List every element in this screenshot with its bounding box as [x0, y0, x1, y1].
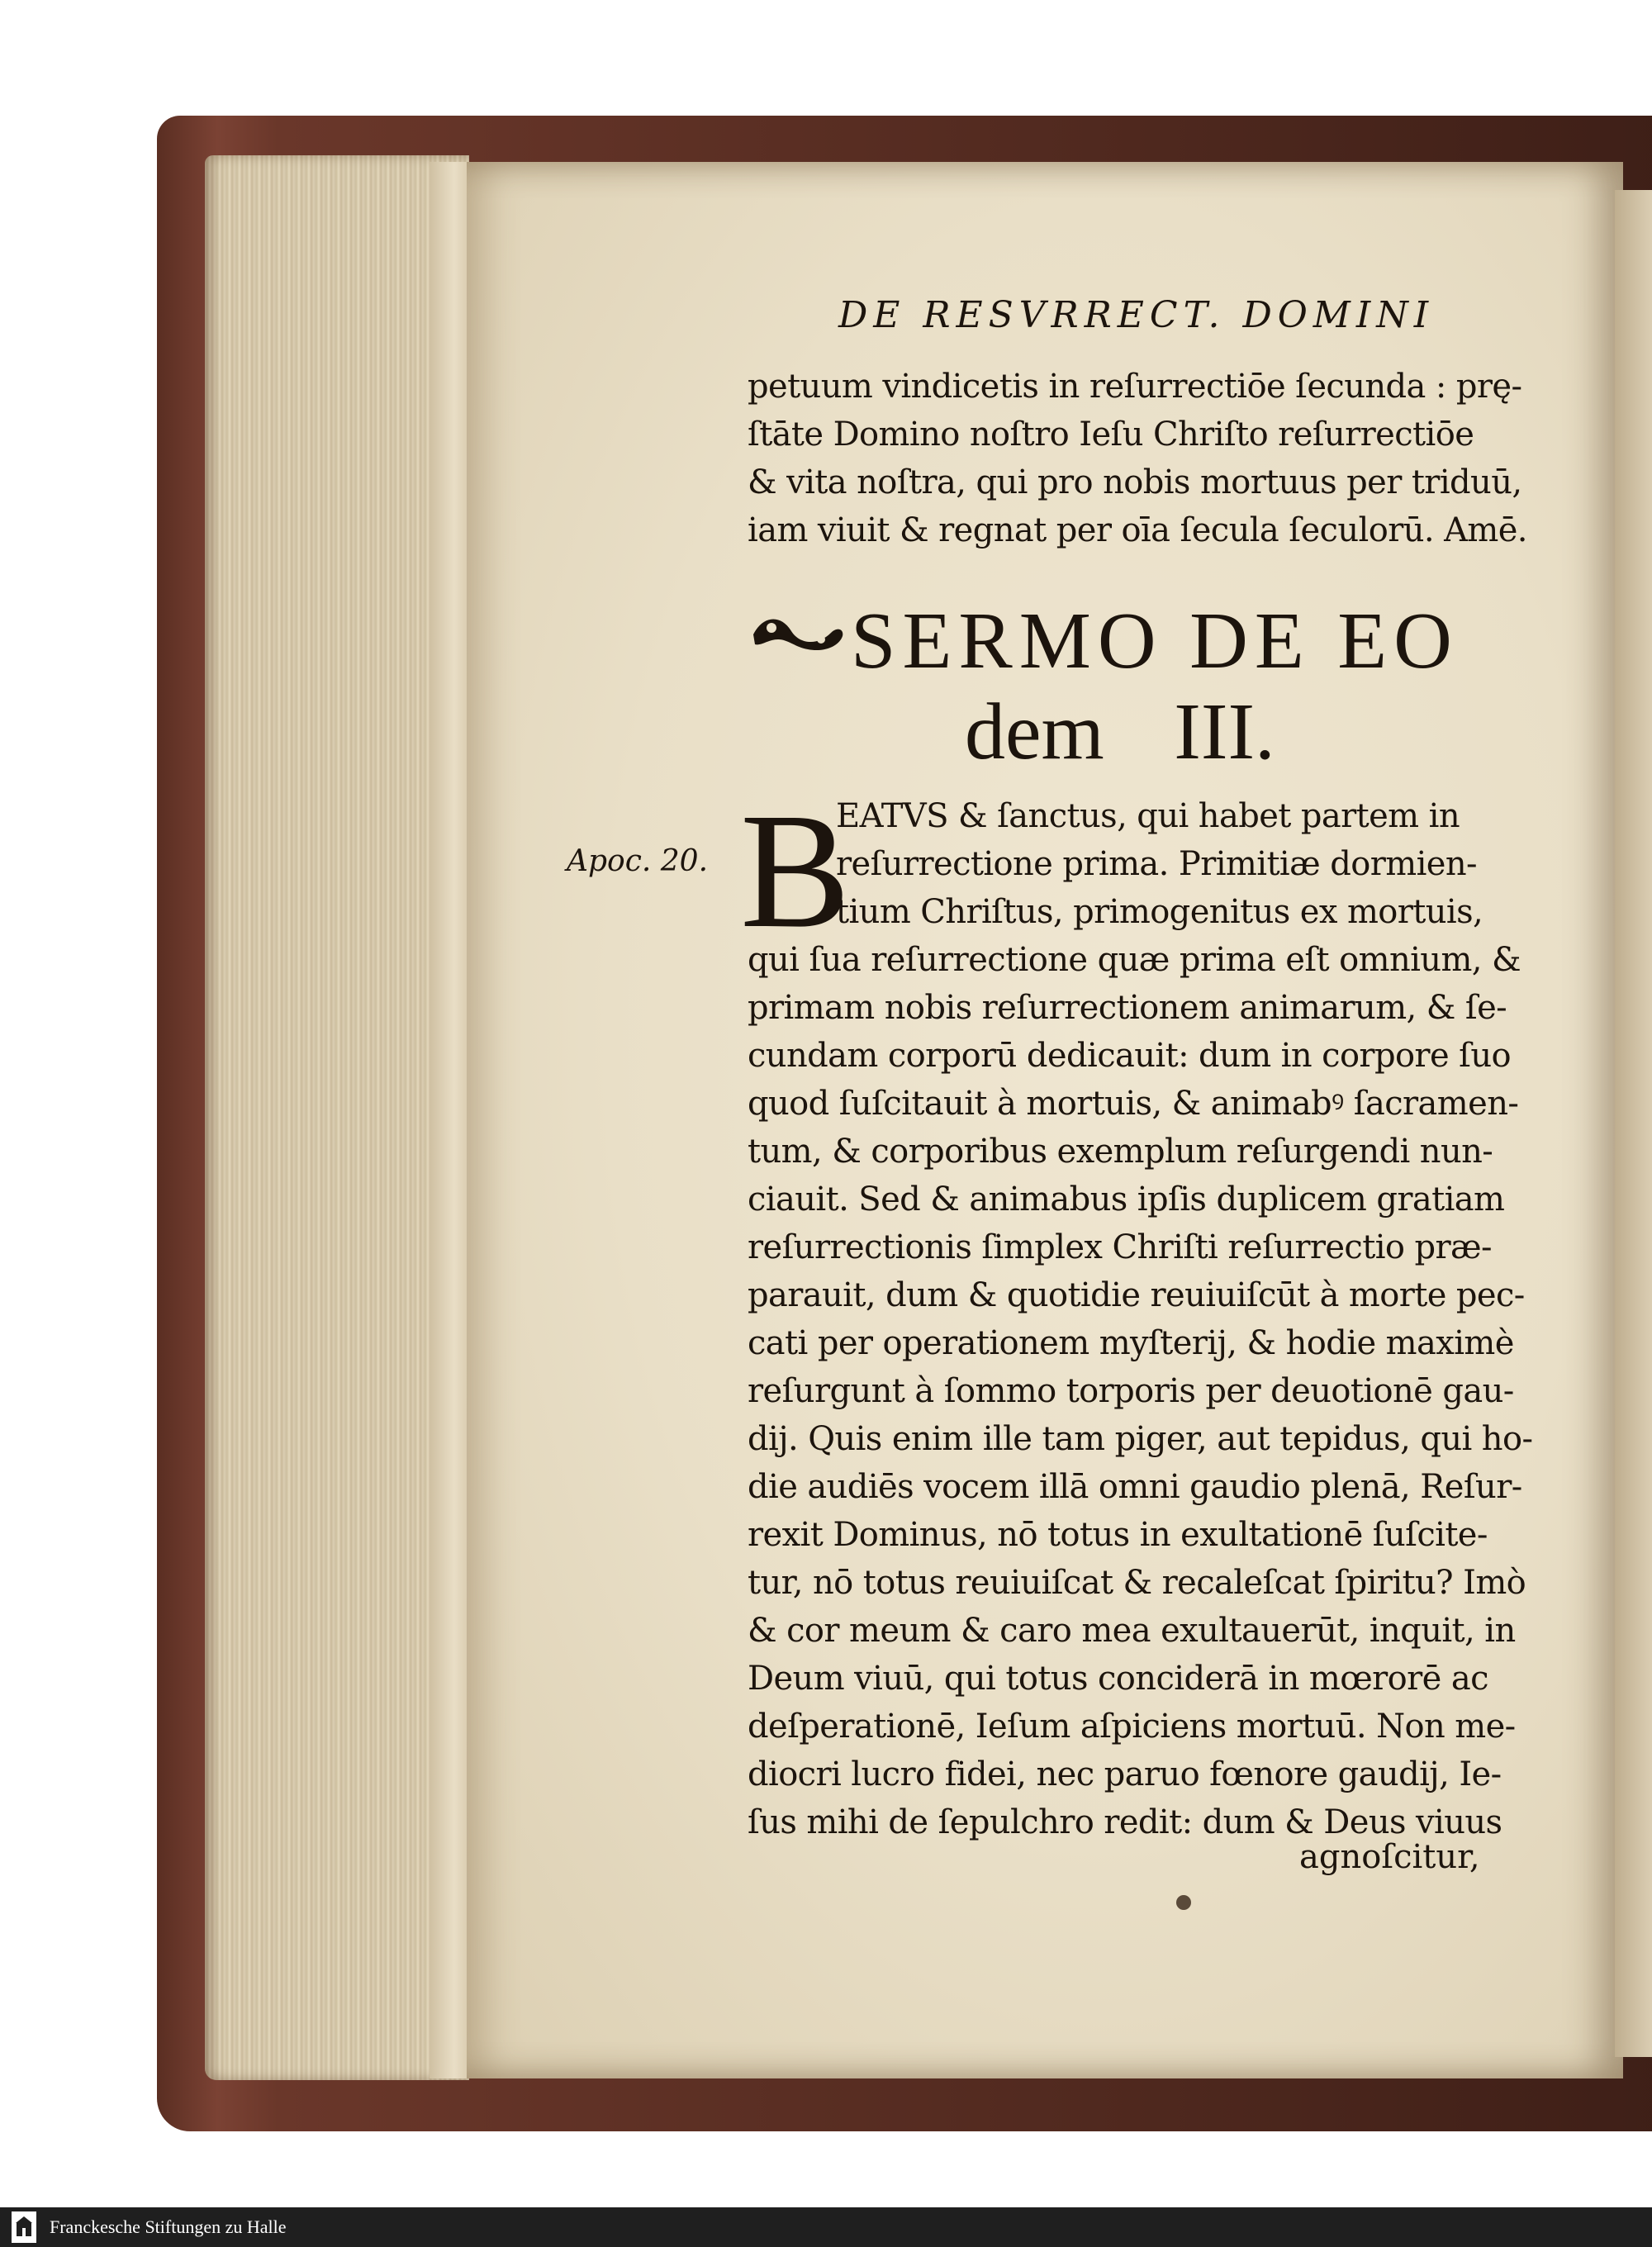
- text-line: qui ſua reſurrectione quæ prima eſt omnium, &: [748, 941, 1521, 979]
- text-line: primam nobis reſurrectionem animarum, & ſe-: [748, 989, 1507, 1027]
- drop-cap: B: [740, 780, 851, 962]
- text-line: EATVS & ſanctus, qui habet partem in: [836, 797, 1460, 835]
- text-line: & cor meum & caro mea exultauerūt, inquit, in: [748, 1612, 1516, 1650]
- text-line: tur, nō totus reuiuiſcat & recaleſcat ſpiritu? Imò: [748, 1564, 1526, 1602]
- running-head: DE RESVRRECT. DOMINI: [838, 294, 1435, 336]
- sermon-title: SERMO DE EO: [851, 596, 1459, 686]
- ink-spot: [1176, 1895, 1191, 1910]
- text-line: ſtāte Domino noſtro Ieſu Chriſto reſurrectiōe: [748, 416, 1474, 454]
- catchword: agnoſcitur,: [1299, 1838, 1480, 1876]
- text-line: reſurrectione prima. Primitiæ dormien-: [836, 845, 1477, 883]
- text-line: cati per operationem myſterij, & hodie maximè: [748, 1324, 1514, 1362]
- text-line: diocri lucro fidei, nec paruo fœnore gaudij, Ie-: [748, 1755, 1502, 1793]
- text-line: & vita noſtra, qui pro nobis mortuus per triduū,: [748, 463, 1522, 501]
- text-line: ſus mihi de ſepulchro redit: dum & Deus viuus: [748, 1803, 1502, 1841]
- text-line: Deum viuū, qui totus conciderā in mœrorē ac: [748, 1660, 1488, 1698]
- text-line: tum, & corporibus exemplum reſurgendi nun-: [748, 1133, 1493, 1171]
- margin-note: Apoc. 20.: [567, 844, 709, 878]
- text-line: quod ſuſcitauit à mortuis, & animabꝰ ſacramen-: [748, 1085, 1519, 1123]
- institution-logo-icon: [12, 2211, 36, 2243]
- text-line: dij. Quis enim ille tam piger, aut tepidus, qui ho-: [748, 1420, 1533, 1458]
- footer-text: Franckesche Stiftungen zu Halle: [50, 2216, 287, 2237]
- footer-bar: [0, 2207, 1652, 2247]
- text-line: parauit, dum & quotidie reuiuiſcūt à morte pec-: [748, 1276, 1525, 1314]
- page-gutter: [430, 162, 471, 2078]
- text-line: petuum vindicetis in reſurrectiōe ſecunda : prę-: [748, 368, 1522, 406]
- facing-page-edge: [1615, 190, 1652, 2057]
- text-line: deſperationē, Ieſum aſpiciens mortuū. Non me-: [748, 1708, 1516, 1746]
- fleuron-ornament-icon: [748, 603, 847, 661]
- text-line: tium Chriſtus, primogenitus ex mortuis,: [836, 893, 1483, 931]
- text-line: ciauit. Sed & animabus ipſis duplicem gratiam: [748, 1181, 1505, 1219]
- text-line: cundam corporū dedicauit: dum in corpore ſuo: [748, 1037, 1511, 1075]
- text-line: rexit Dominus, nō totus in exultationē ſuſcite-: [748, 1516, 1488, 1554]
- text-line: die audiēs vocem illā omni gaudio plenā, Reſur-: [748, 1468, 1522, 1506]
- text-line: iam viuit & regnat per oīa ſecula ſeculorū. Amē.: [748, 511, 1527, 549]
- text-line: reſurrectionis ſimplex Chriſti reſurrectio præ-: [748, 1228, 1492, 1266]
- sermon-title-continuation: dem III.: [965, 687, 1275, 777]
- text-line: reſurgunt à ſommo torporis per deuotionē gau-: [748, 1372, 1514, 1410]
